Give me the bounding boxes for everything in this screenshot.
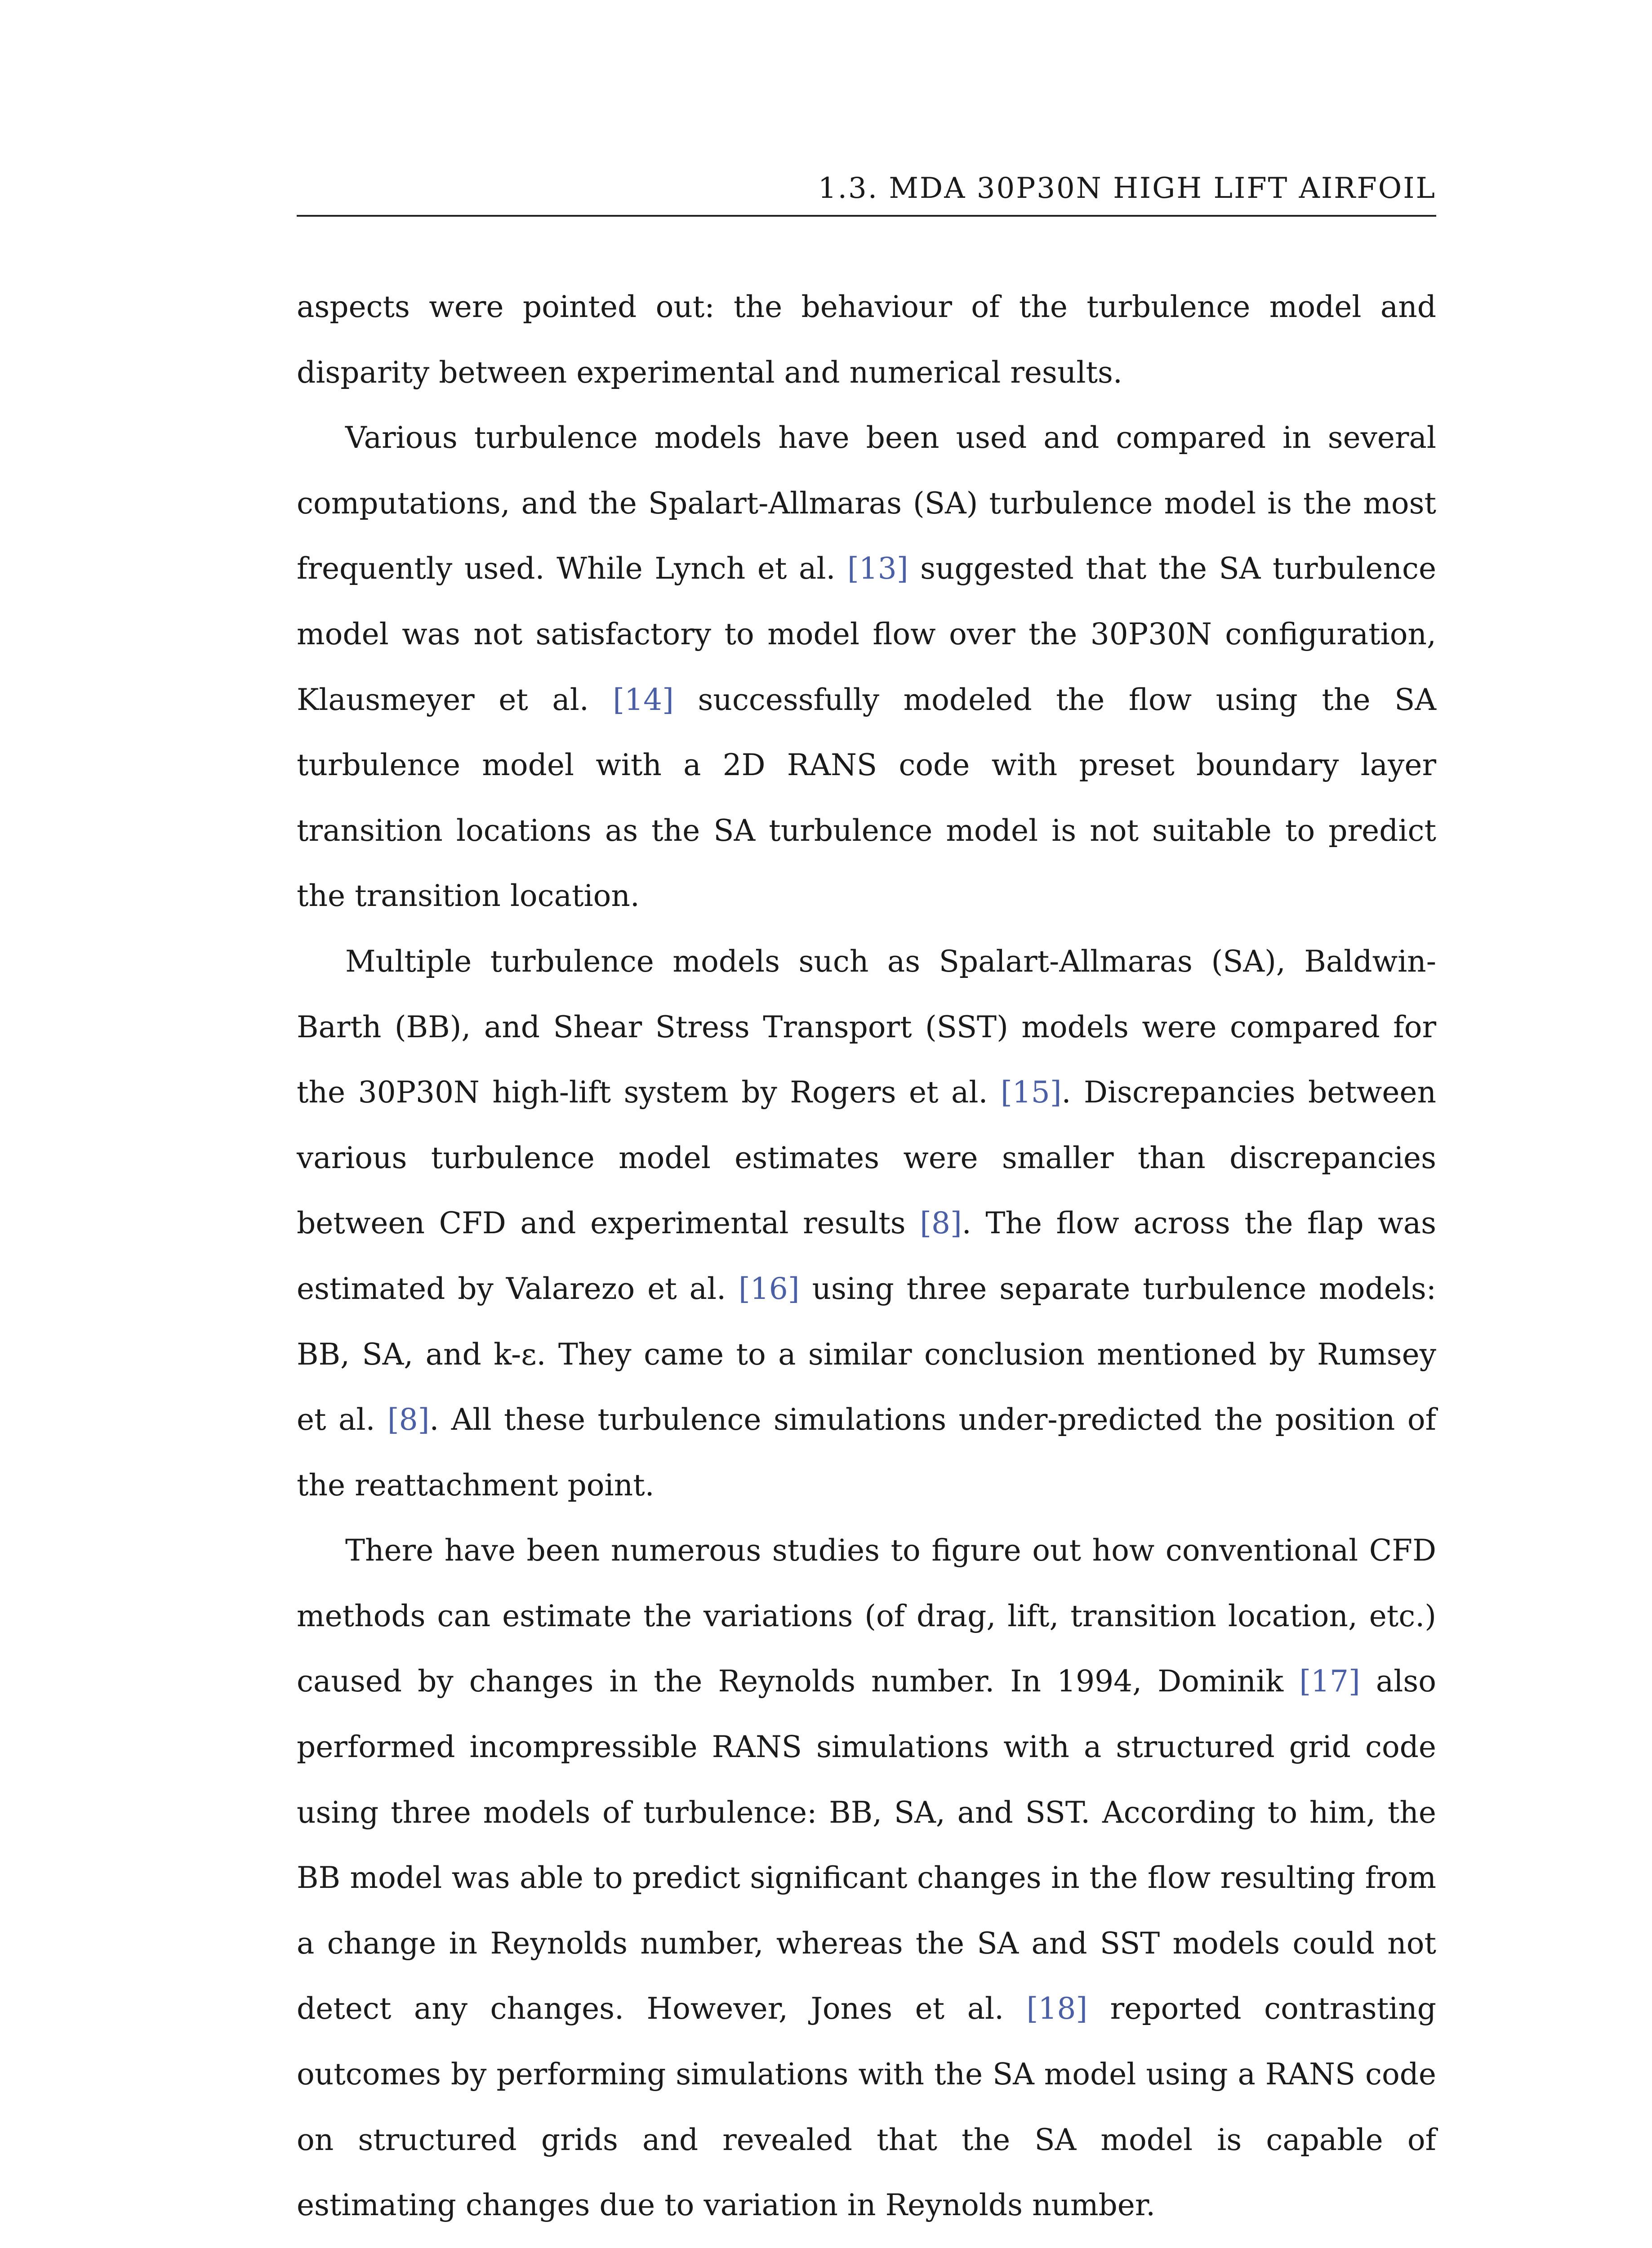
running-header xyxy=(297,167,1436,217)
paragraph-text: . Discrepancies between various turbulence model estimates were smaller than discrepancies between CFD and experimental results xyxy=(297,1075,1436,1241)
citation-link[interactable]: [13] xyxy=(847,551,908,586)
paragraph-text: reported contrasting outcomes by performing simulations with the SA model using a RANS code on structured grids and revealed that the SA model is capable of estimating changes due to variation in Reynolds number. xyxy=(297,1991,1436,2223)
citation-link[interactable]: [14] xyxy=(613,682,674,717)
citation-link[interactable]: [15] xyxy=(1001,1075,1062,1110)
paragraph-text: suggested that the SA turbulence model was not satisfactory to model flow over the 30P30N configuration, Klausmeyer et al. xyxy=(297,551,1436,717)
paragraph-3 xyxy=(297,929,1436,1518)
paragraph-5 xyxy=(297,2238,1436,2248)
paragraph-text: . All these turbulence simulations under-predicted the position of the reattachment point. xyxy=(297,1402,1436,1503)
paragraph-text: There have been numerous studies to figure out how conventional CFD methods can estimate the variations (of drag, lift, transition location, etc.) caused by changes in the Reynolds number. In 1994, Dominik xyxy=(297,1533,1436,1699)
running-header-title: 1.3. MDA 30P30N HIGH LIFT AIRFOIL xyxy=(818,172,1436,205)
paragraph-text: using three separate turbulence models: BB, SA, and k-ε. They came to a similar conclusion mentioned by Rumsey et al. xyxy=(297,1271,1436,1437)
body-text xyxy=(297,274,1436,2248)
paragraph-text: also performed incompressible RANS simulations with a structured grid code using three models of turbulence: BB, SA, and SST. According to him, the BB model was able to predict significant changes in the flow resulting from a change in Reynolds number, whereas the SA and SST models could not detect any changes. However, Jones et al. xyxy=(297,1664,1436,2026)
citation-link[interactable]: [8] xyxy=(387,1402,430,1437)
paragraph-1 xyxy=(297,274,1436,405)
paragraph-2 xyxy=(297,405,1436,929)
paragraph-text: successfully modeled the flow using the SA turbulence model with a 2D RANS code with preset boundary layer transition locations as the SA turbulence model is not suitable to predict the transition location. xyxy=(297,682,1436,914)
citation-link[interactable]: [16] xyxy=(739,1271,800,1306)
paragraph-text: Multiple turbulence models such as Spalart-Allmaras (SA), Baldwin-Barth (BB), and Shear Stress Transport (SST) models were compared for the 30P30N high-lift system by Rogers et al. xyxy=(297,944,1436,1110)
citation-link[interactable]: [8] xyxy=(920,1206,962,1241)
paragraph-text: . The flow across the flap was estimated by Valarezo et al. xyxy=(297,1206,1436,1306)
paragraph-text: aspects were pointed out: the behaviour of the turbulence model and disparity between experimental and numerical results. xyxy=(297,290,1436,390)
citation-link[interactable]: [17] xyxy=(1299,1664,1360,1699)
citation-link[interactable]: [18] xyxy=(1026,1991,1088,2026)
paragraph-text: Various turbulence models have been used and compared in several computations, and the Spalart-Allmaras (SA) turbulence model is the most frequently used. While Lynch et al. xyxy=(297,420,1436,586)
paragraph-4 xyxy=(297,1518,1436,2238)
